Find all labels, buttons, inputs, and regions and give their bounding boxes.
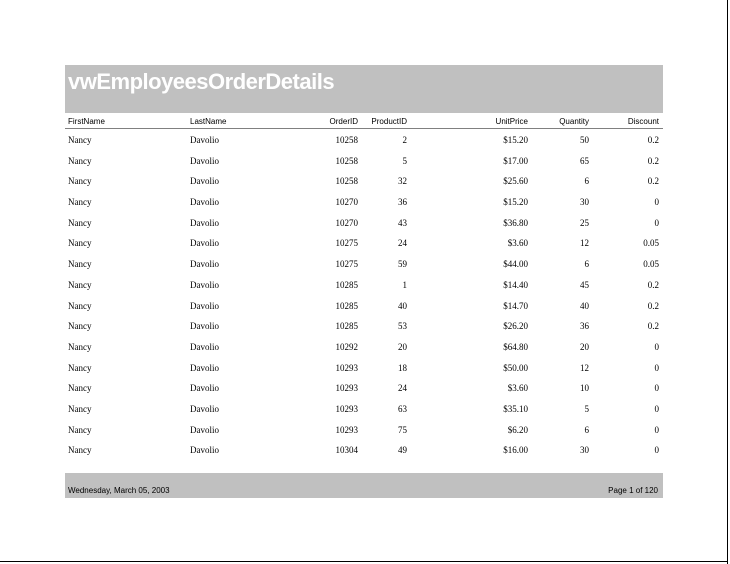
report-rows xyxy=(65,132,663,463)
page-edge-bottom xyxy=(0,561,728,562)
column-header-row xyxy=(65,115,663,129)
cell-first-name: Nancy xyxy=(68,197,92,208)
cell-discount: 0.05 xyxy=(643,238,659,249)
cell-order-id: 10293 xyxy=(335,362,358,373)
cell-quantity: 36 xyxy=(580,321,589,332)
cell-product-id: 59 xyxy=(398,259,407,270)
cell-discount: 0 xyxy=(654,383,659,394)
cell-order-id: 10304 xyxy=(335,445,358,456)
cell-first-name: Nancy xyxy=(68,176,92,187)
table-row xyxy=(65,339,663,360)
table-row xyxy=(65,194,663,215)
cell-last-name: Davolio xyxy=(190,403,219,414)
cell-last-name: Davolio xyxy=(190,176,219,187)
cell-discount: 0 xyxy=(654,445,659,456)
cell-discount: 0.2 xyxy=(647,279,659,290)
cell-quantity: 12 xyxy=(580,238,589,249)
column-header-last-name: LastName xyxy=(190,117,227,126)
cell-last-name: Davolio xyxy=(190,424,219,435)
table-row xyxy=(65,422,663,443)
cell-first-name: Nancy xyxy=(68,300,92,311)
column-header-discount: Discount xyxy=(627,117,659,126)
cell-last-name: Davolio xyxy=(190,135,219,145)
cell-first-name: Nancy xyxy=(68,445,92,456)
column-header-first-name: FirstName xyxy=(68,117,105,126)
cell-first-name: Nancy xyxy=(68,321,92,332)
cell-quantity: 6 xyxy=(584,259,589,270)
cell-unit-price: $3.60 xyxy=(507,238,528,249)
cell-order-id: 10275 xyxy=(335,259,358,270)
cell-first-name: Nancy xyxy=(68,155,92,166)
cell-product-id: 24 xyxy=(398,383,407,394)
cell-first-name: Nancy xyxy=(68,403,92,414)
column-header-order-id: OrderID xyxy=(329,117,358,126)
cell-order-id: 10285 xyxy=(335,300,358,311)
cell-product-id: 53 xyxy=(398,321,407,332)
report-title: vwEmployeesOrderDetails xyxy=(68,69,335,94)
cell-product-id: 2 xyxy=(402,135,407,145)
cell-order-id: 10292 xyxy=(335,341,358,352)
cell-product-id: 18 xyxy=(398,362,407,373)
table-row xyxy=(65,153,663,174)
footer-date: Wednesday, March 05, 2003 xyxy=(68,486,170,495)
table-row xyxy=(65,277,663,298)
table-row xyxy=(65,173,663,194)
cell-discount: 0 xyxy=(654,424,659,435)
cell-unit-price: $44.00 xyxy=(503,259,528,270)
cell-product-id: 1 xyxy=(402,279,407,290)
cell-quantity: 25 xyxy=(580,217,589,228)
cell-discount: 0.05 xyxy=(643,259,659,270)
cell-discount: 0 xyxy=(654,197,659,208)
cell-discount: 0 xyxy=(654,341,659,352)
cell-first-name: Nancy xyxy=(68,135,92,145)
table-row xyxy=(65,132,663,153)
cell-first-name: Nancy xyxy=(68,279,92,290)
cell-quantity: 30 xyxy=(580,197,589,208)
cell-unit-price: $50.00 xyxy=(503,362,528,373)
cell-quantity: 5 xyxy=(584,403,589,414)
cell-order-id: 10293 xyxy=(335,403,358,414)
cell-order-id: 10270 xyxy=(335,197,358,208)
cell-quantity: 65 xyxy=(580,155,589,166)
cell-discount: 0.2 xyxy=(647,300,659,311)
cell-last-name: Davolio xyxy=(190,279,219,290)
cell-order-id: 10293 xyxy=(335,383,358,394)
cell-product-id: 43 xyxy=(398,217,407,228)
column-header-unit-price: UnitPrice xyxy=(495,117,528,126)
table-row xyxy=(65,318,663,339)
cell-last-name: Davolio xyxy=(190,155,219,166)
cell-quantity: 45 xyxy=(580,279,589,290)
cell-quantity: 6 xyxy=(584,176,589,187)
cell-discount: 0 xyxy=(654,217,659,228)
cell-product-id: 40 xyxy=(398,300,407,311)
cell-quantity: 20 xyxy=(580,341,589,352)
cell-order-id: 10270 xyxy=(335,217,358,228)
cell-order-id: 10258 xyxy=(335,176,358,187)
cell-discount: 0 xyxy=(654,403,659,414)
cell-discount: 0.2 xyxy=(647,135,659,145)
table-row xyxy=(65,298,663,319)
cell-last-name: Davolio xyxy=(190,259,219,270)
table-row xyxy=(65,442,663,463)
cell-product-id: 49 xyxy=(398,445,407,456)
cell-quantity: 50 xyxy=(580,135,589,145)
cell-unit-price: $15.20 xyxy=(503,197,528,208)
cell-last-name: Davolio xyxy=(190,383,219,394)
table-row xyxy=(65,256,663,277)
cell-last-name: Davolio xyxy=(190,362,219,373)
cell-unit-price: $17.00 xyxy=(503,155,528,166)
cell-first-name: Nancy xyxy=(68,341,92,352)
cell-quantity: 10 xyxy=(580,383,589,394)
cell-product-id: 24 xyxy=(398,238,407,249)
cell-order-id: 10275 xyxy=(335,238,358,249)
cell-last-name: Davolio xyxy=(190,321,219,332)
cell-last-name: Davolio xyxy=(190,445,219,456)
cell-product-id: 5 xyxy=(402,155,407,166)
cell-last-name: Davolio xyxy=(190,197,219,208)
cell-first-name: Nancy xyxy=(68,383,92,394)
cell-first-name: Nancy xyxy=(68,238,92,249)
table-row xyxy=(65,215,663,236)
column-header-quantity: Quantity xyxy=(559,117,589,126)
table-row xyxy=(65,360,663,381)
cell-discount: 0.2 xyxy=(647,155,659,166)
cell-first-name: Nancy xyxy=(68,259,92,270)
cell-unit-price: $16.00 xyxy=(503,445,528,456)
cell-unit-price: $64.80 xyxy=(503,341,528,352)
report-footer-band xyxy=(65,473,663,498)
cell-quantity: 40 xyxy=(580,300,589,311)
cell-quantity: 6 xyxy=(584,424,589,435)
cell-order-id: 10258 xyxy=(335,135,358,145)
cell-last-name: Davolio xyxy=(190,300,219,311)
cell-last-name: Davolio xyxy=(190,341,219,352)
cell-last-name: Davolio xyxy=(190,238,219,249)
cell-order-id: 10293 xyxy=(335,424,358,435)
cell-order-id: 10285 xyxy=(335,279,358,290)
cell-unit-price: $26.20 xyxy=(503,321,528,332)
cell-first-name: Nancy xyxy=(68,217,92,228)
cell-unit-price: $6.20 xyxy=(507,424,528,435)
cell-first-name: Nancy xyxy=(68,362,92,373)
cell-discount: 0.2 xyxy=(647,321,659,332)
table-row xyxy=(65,380,663,401)
table-row xyxy=(65,401,663,422)
cell-product-id: 32 xyxy=(398,176,407,187)
cell-order-id: 10285 xyxy=(335,321,358,332)
cell-unit-price: $3.60 xyxy=(507,383,528,394)
cell-product-id: 63 xyxy=(398,403,407,414)
cell-quantity: 12 xyxy=(580,362,589,373)
cell-product-id: 36 xyxy=(398,197,407,208)
cell-first-name: Nancy xyxy=(68,424,92,435)
cell-discount: 0.2 xyxy=(647,176,659,187)
cell-unit-price: $35.10 xyxy=(503,403,528,414)
report-title-band xyxy=(65,65,663,113)
table-row xyxy=(65,235,663,256)
cell-discount: 0 xyxy=(654,362,659,373)
cell-unit-price: $14.70 xyxy=(503,300,528,311)
cell-quantity: 30 xyxy=(580,445,589,456)
cell-order-id: 10258 xyxy=(335,155,358,166)
cell-product-id: 75 xyxy=(398,424,407,435)
cell-unit-price: $14.40 xyxy=(503,279,528,290)
footer-page-number: Page 1 of 120 xyxy=(608,486,658,495)
cell-unit-price: $25.60 xyxy=(503,176,528,187)
cell-last-name: Davolio xyxy=(190,217,219,228)
cell-unit-price: $15.20 xyxy=(503,135,528,145)
cell-product-id: 20 xyxy=(398,341,407,352)
page-edge-right xyxy=(727,0,728,564)
column-header-product-id: ProductID xyxy=(371,117,407,126)
cell-unit-price: $36.80 xyxy=(503,217,528,228)
